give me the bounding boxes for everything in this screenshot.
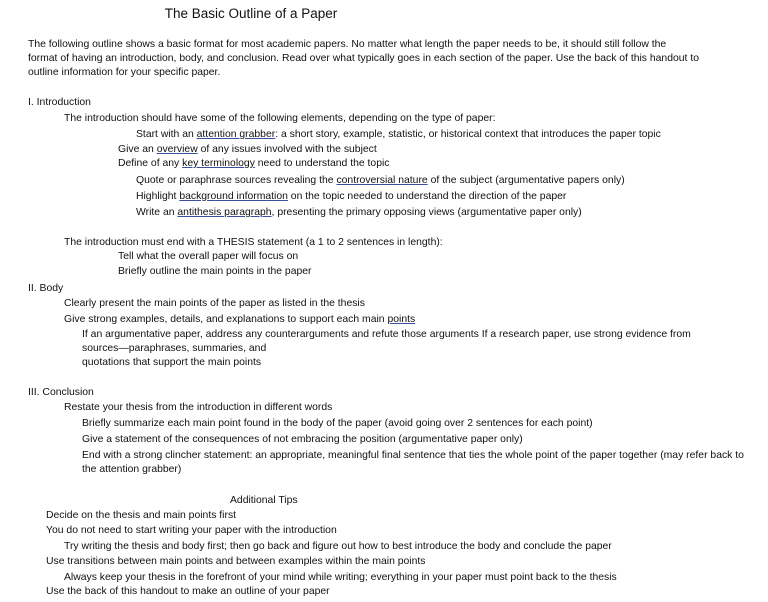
tip-item: Try writing the thesis and body first; then go back and figure out how to best introduce the body and conclude the paper <box>64 541 612 552</box>
list-item-background <box>136 190 566 204</box>
term-key-terminology: key terminology <box>182 158 255 169</box>
list-item-text: of any issues involved with the subject <box>197 144 377 155</box>
term-antithesis-paragraph: antithesis paragraph <box>177 207 272 218</box>
list-item-text: : a short story, example, statistic, or historical context that introduces the paper topic <box>275 129 661 140</box>
section-heading-body: II. Body <box>28 283 64 294</box>
list-item-controversial <box>136 174 625 188</box>
list-item-text: Write an <box>136 207 178 218</box>
list-item-thesis-outline: Briefly outline the main points in the paper <box>118 266 312 277</box>
thesis-lead: The introduction must end with a THESIS statement (a 1 to 2 sentences in length): <box>64 237 443 248</box>
introduction-lead: The introduction should have some of the following elements, depending on the type of paper: <box>64 113 496 124</box>
list-item-main-points: Clearly present the main points of the paper as listed in the thesis <box>64 298 365 309</box>
intro-line: format of having an introduction, body, and conclusion. Read over what typically goes in each section of the paper. Use the back of this handout to <box>28 53 699 65</box>
list-item-thesis-focus: Tell what the overall paper will focus on <box>118 251 299 262</box>
intro-line: The following outline shows a basic format for most academic papers. No matter what length the paper needs to be, it should still follow the <box>28 39 667 50</box>
section-heading-introduction: I. Introduction <box>28 97 91 108</box>
list-item-text: on the topic needed to understand the direction of the paper <box>287 191 567 202</box>
list-item-quotations: quotations that support the main points <box>82 357 262 368</box>
list-item-overview <box>118 143 377 157</box>
list-item-clincher: End with a strong clincher statement: an appropriate, meaningful final sentence that ties the whole point of the paper together (may refer back to the attention grabber) <box>82 450 744 476</box>
term-overview: overview <box>156 144 198 155</box>
list-item-text: of the subject (argumentative papers only) <box>427 175 625 186</box>
list-item-text: , presenting the primary opposing views (argumentative paper only) <box>271 207 582 218</box>
section-heading-conclusion: III. Conclusion <box>28 387 94 398</box>
list-item-text: Start with an <box>136 129 197 140</box>
list-item-text: need to understand the topic <box>254 158 390 169</box>
tip-item: Decide on the thesis and main points first <box>46 510 237 521</box>
list-item-summarize: Briefly summarize each main point found in the body of the paper (avoid going over 2 sentences for each point) <box>82 418 593 429</box>
list-item-text: Give strong examples, details, and explanations to support each main <box>64 314 388 325</box>
list-item-restate: Restate your thesis from the introduction in different words <box>64 402 333 413</box>
tip-item: Use transitions between main points and between examples within the main points <box>46 556 426 567</box>
term-attention-grabber: attention grabber <box>196 129 276 140</box>
tip-item: You do not need to start writing your paper with the introduction <box>46 525 337 536</box>
list-item-text: Highlight <box>136 191 180 202</box>
list-item-text: Give an <box>118 144 157 155</box>
list-item-text: Define of any <box>118 158 183 169</box>
list-item-text: Quote or paraphrase sources revealing the <box>136 175 337 186</box>
list-item-antithesis <box>136 206 582 220</box>
tips-heading: Additional Tips <box>230 495 298 506</box>
intro-line: outline information for your specific paper. <box>28 67 221 79</box>
term-controversial-nature: controversial nature <box>336 175 428 186</box>
list-item-terminology <box>118 157 390 171</box>
list-item-attention-grabber <box>136 128 661 142</box>
list-item-consequences: Give a statement of the consequences of not embracing the position (argumentative paper only) <box>82 434 523 445</box>
list-item-examples <box>64 313 415 327</box>
intro-paragraph <box>28 38 750 81</box>
tip-item: Use the back of this handout to make an outline of your paper <box>46 586 330 597</box>
page-title: The Basic Outline of a Paper <box>164 6 338 21</box>
tip-item: Always keep your thesis in the forefront of your mind while writing; everything in your paper must point back to the thesis <box>64 572 617 583</box>
term-background-information: background information <box>179 191 288 202</box>
list-item-counterarguments: If an argumentative paper, address any counterarguments and refute those arguments If a research paper, use strong evidence from sources—paraphrases, summaries, and <box>82 329 691 355</box>
term-points: points <box>387 314 416 325</box>
